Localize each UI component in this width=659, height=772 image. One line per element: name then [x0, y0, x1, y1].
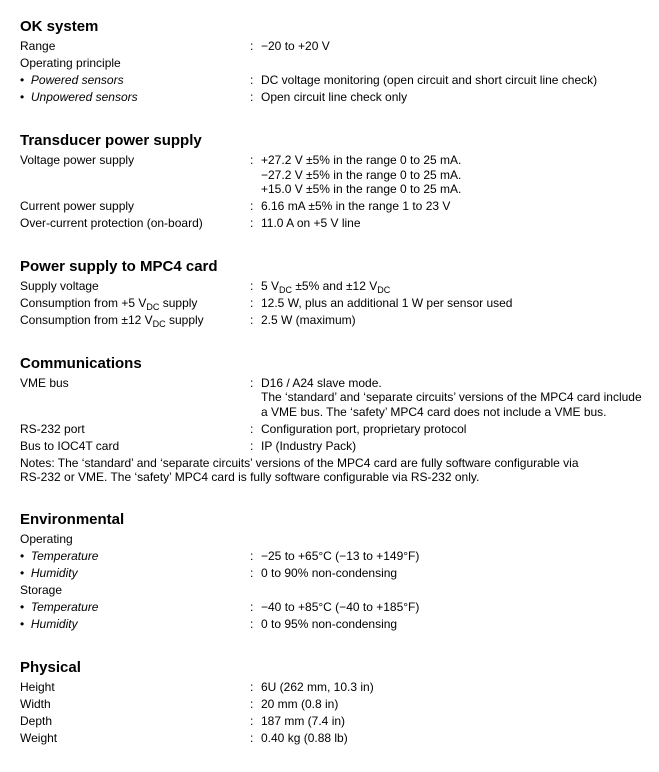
text-segment: Depth	[20, 713, 53, 728]
row-value	[261, 730, 650, 747]
label-text	[20, 731, 57, 745]
row-value	[261, 375, 650, 421]
separator-colon: :	[250, 153, 254, 167]
value-line	[261, 312, 650, 329]
label-text	[20, 56, 121, 70]
bullet-icon: •	[20, 616, 25, 631]
row-value	[261, 599, 650, 616]
spec-row	[20, 616, 650, 633]
separator-colon: :	[250, 278, 254, 293]
spec-row	[20, 730, 650, 747]
spec-row	[20, 72, 650, 89]
value-line	[261, 713, 650, 730]
text-segment: 11.0 A on +5 V line	[261, 215, 361, 230]
text-segment: +27.2 V ±5% in the range 0 to 25 mA.	[261, 153, 462, 167]
text-segment: VME bus	[20, 375, 69, 390]
separator-colon: :	[250, 375, 254, 390]
row-label	[20, 295, 250, 312]
section-heading: Physical	[20, 658, 81, 676]
text-segment: −25 to +65°C (−13 to +149°F)	[261, 548, 420, 563]
bullet-icon: •	[20, 599, 25, 614]
text-segment: Weight	[20, 730, 58, 745]
text-segment: Humidity	[30, 616, 78, 631]
separator-colon: :	[250, 679, 254, 694]
label-text	[20, 216, 203, 230]
value-line	[261, 696, 650, 713]
label-text	[20, 313, 204, 327]
text-segment: 6U (262 mm, 10.3 in)	[261, 679, 374, 694]
spec-row	[20, 198, 650, 215]
spec-row	[20, 696, 650, 713]
spec-section	[20, 510, 650, 633]
row-value	[261, 89, 650, 106]
row-label	[20, 438, 250, 455]
label-text	[20, 680, 55, 694]
row-label	[20, 72, 250, 89]
text-segment: 5 V	[261, 278, 280, 293]
section-heading: OK system	[20, 18, 99, 35]
spec-row	[20, 438, 650, 455]
value-line	[261, 295, 650, 312]
row-value	[261, 278, 650, 295]
text-segment: −20 to +20 V	[261, 39, 330, 53]
label-text	[31, 73, 124, 87]
spec-row	[20, 38, 650, 55]
value-line	[261, 548, 650, 565]
text-segment: Operating principle	[20, 56, 121, 70]
text-segment: a VME bus. The ‘safety’ MPC4 card does not include a VME bus.	[261, 404, 607, 419]
row-value	[261, 438, 650, 455]
value-line	[261, 198, 650, 215]
text-segment: 0.40 kg (0.88 lb)	[261, 730, 348, 745]
text-segment: supply	[165, 312, 204, 327]
label-text	[31, 566, 78, 580]
value-line	[261, 599, 650, 616]
row-value	[261, 72, 650, 89]
text-segment: Bus to IOC4T card	[20, 438, 120, 453]
row-value	[261, 198, 650, 215]
subscript: DC	[146, 301, 160, 312]
text-segment: Configuration port, proprietary protocol	[261, 421, 467, 436]
text-segment: RS-232 port	[20, 421, 85, 436]
value-line	[261, 182, 650, 197]
text-segment: 0 to 90% non-condensing	[261, 565, 398, 580]
separator-colon: :	[250, 616, 254, 631]
row-label	[20, 421, 250, 438]
text-segment: Operating	[20, 531, 73, 546]
text-segment: Voltage power supply	[20, 153, 135, 167]
bullet-icon: •	[20, 90, 25, 104]
row-value	[261, 713, 650, 730]
label-text	[20, 422, 85, 436]
bullet-icon: •	[20, 73, 25, 87]
text-segment: Humidity	[30, 565, 78, 580]
text-segment: Range	[20, 39, 56, 53]
label-text	[20, 714, 52, 728]
separator-colon: :	[250, 421, 254, 436]
text-segment: Current power supply	[20, 198, 135, 213]
spec-row	[20, 278, 650, 295]
value-line	[261, 405, 650, 420]
spec-row	[20, 295, 650, 312]
value-line	[261, 679, 650, 696]
text-segment: supply	[159, 295, 198, 310]
spec-section	[20, 257, 650, 329]
text-segment: 12.5 W, plus an additional 1 W per sensor used	[261, 295, 513, 310]
value-line	[261, 153, 650, 168]
text-segment: Height	[20, 679, 55, 694]
row-label	[20, 278, 250, 295]
value-line	[261, 89, 650, 106]
separator-colon: :	[250, 713, 254, 728]
row-label	[20, 548, 250, 565]
spec-row	[20, 421, 650, 438]
value-line	[261, 168, 650, 183]
separator-colon: :	[250, 730, 254, 745]
section-heading: Communications	[20, 354, 142, 372]
subscript: DC	[377, 284, 391, 295]
spec-row	[20, 599, 650, 616]
row-label	[20, 582, 250, 599]
row-value	[261, 215, 650, 232]
spec-row	[20, 531, 650, 548]
text-segment: Storage	[20, 582, 63, 597]
row-value	[261, 616, 650, 633]
text-segment: Unpowered sensors	[30, 90, 138, 104]
text-segment: ±5% and ±12 V	[292, 278, 378, 293]
bullet-icon: •	[20, 548, 25, 563]
label-text	[31, 617, 78, 631]
spec-document	[20, 17, 650, 772]
label-text	[20, 376, 69, 390]
separator-colon: :	[250, 599, 254, 614]
notes-line: RS-232 or VME. The ‘safety’ MPC4 card is fully software configurable via RS-232 only.	[20, 470, 480, 485]
separator-colon: :	[250, 295, 254, 310]
text-segment: IP (Industry Pack)	[261, 438, 357, 453]
spec-section	[20, 354, 650, 485]
spec-row	[20, 679, 650, 696]
section-heading: Power supply to MPC4 card	[20, 257, 218, 275]
row-label	[20, 215, 250, 232]
row-label	[20, 38, 250, 55]
bullet-icon: •	[20, 565, 25, 580]
spec-row	[20, 375, 650, 421]
text-segment: Temperature	[30, 599, 99, 614]
text-segment: D16 / A24 slave mode.	[261, 375, 382, 390]
text-segment: +15.0 V ±5% in the range 0 to 25 mA.	[261, 182, 462, 197]
text-segment: DC voltage monitoring (open circuit and short circuit line check)	[261, 73, 598, 87]
row-value	[261, 38, 650, 55]
separator-colon: :	[250, 312, 254, 327]
row-label	[20, 531, 250, 548]
row-label	[20, 55, 250, 72]
text-segment: −40 to +85°C (−40 to +185°F)	[261, 599, 420, 614]
separator-colon: :	[250, 215, 254, 230]
text-segment: Powered sensors	[30, 73, 124, 87]
separator-colon: :	[250, 39, 254, 53]
value-line	[261, 215, 650, 232]
label-text	[31, 549, 99, 563]
row-label	[20, 375, 250, 421]
value-line	[261, 565, 650, 582]
row-label	[20, 679, 250, 696]
row-value	[261, 696, 650, 713]
separator-colon: :	[250, 438, 254, 453]
spec-row	[20, 215, 650, 232]
row-value	[261, 565, 650, 582]
row-value	[261, 679, 650, 696]
row-label	[20, 565, 250, 582]
row-label	[20, 616, 250, 633]
text-segment: Consumption from ±12 V	[20, 312, 153, 327]
row-label	[20, 89, 250, 106]
spec-row	[20, 565, 650, 582]
separator-colon: :	[250, 696, 254, 711]
spec-section	[20, 131, 650, 232]
separator-colon: :	[250, 198, 254, 213]
section-notes	[20, 456, 650, 485]
label-text	[31, 90, 138, 104]
text-segment: Supply voltage	[20, 278, 99, 293]
section-heading: Environmental	[20, 510, 125, 528]
separator-colon: :	[250, 565, 254, 580]
separator-colon: :	[250, 73, 254, 87]
row-label	[20, 730, 250, 747]
label-text	[31, 600, 99, 614]
row-value	[261, 312, 650, 329]
text-segment: Over-current protection (on-board)	[20, 215, 203, 230]
spec-row	[20, 582, 650, 599]
text-segment: 0 to 95% non-condensing	[261, 616, 398, 631]
value-line	[261, 390, 650, 405]
text-segment: Temperature	[30, 548, 99, 563]
text-segment: 187 mm (7.4 in)	[261, 713, 346, 728]
text-segment: Width	[20, 696, 51, 711]
text-segment: Open circuit line check only	[261, 90, 408, 104]
text-segment: 2.5 W (maximum)	[261, 312, 356, 327]
row-value	[261, 548, 650, 565]
value-line	[261, 376, 650, 391]
spec-row	[20, 55, 650, 72]
row-label	[20, 312, 250, 329]
value-line	[261, 438, 650, 455]
value-line	[261, 38, 650, 55]
text-segment: 20 mm (0.8 in)	[261, 696, 339, 711]
spec-row	[20, 312, 650, 329]
row-label	[20, 599, 250, 616]
value-line	[261, 730, 650, 747]
value-line	[261, 278, 650, 295]
spec-section	[20, 17, 650, 106]
row-label	[20, 696, 250, 713]
label-text	[20, 296, 197, 310]
text-segment: 6.16 mA ±5% in the range 1 to 23 V	[261, 198, 451, 213]
row-value	[261, 295, 650, 312]
spec-row	[20, 152, 650, 198]
label-text	[20, 279, 99, 293]
label-text	[20, 583, 62, 597]
text-segment: The ‘standard’ and ‘separate circuits’ versions of the MPC4 card include	[261, 390, 642, 405]
label-text	[20, 697, 51, 711]
value-line	[261, 616, 650, 633]
label-text	[20, 532, 73, 546]
separator-colon: :	[250, 90, 254, 104]
spec-row	[20, 89, 650, 106]
notes-line: Notes: The ‘standard’ and ‘separate circuits’ versions of the MPC4 card are fully software configurable via	[20, 455, 579, 470]
label-text	[20, 153, 134, 167]
row-value	[261, 421, 650, 438]
value-line	[261, 72, 650, 89]
row-value	[261, 152, 650, 198]
text-segment: −27.2 V ±5% in the range 0 to 25 mA.	[261, 167, 462, 182]
section-heading: Transducer power supply	[20, 132, 202, 149]
separator-colon: :	[250, 548, 254, 563]
value-line	[261, 421, 650, 438]
spec-row	[20, 548, 650, 565]
subscript: DC	[279, 284, 293, 295]
label-text	[20, 439, 119, 453]
label-text	[20, 199, 134, 213]
spec-row	[20, 713, 650, 730]
spec-section	[20, 658, 650, 747]
row-label	[20, 198, 250, 215]
text-segment: Consumption from +5 V	[20, 295, 147, 310]
row-label	[20, 152, 250, 198]
row-label	[20, 713, 250, 730]
subscript: DC	[152, 318, 166, 329]
label-text	[20, 39, 55, 53]
